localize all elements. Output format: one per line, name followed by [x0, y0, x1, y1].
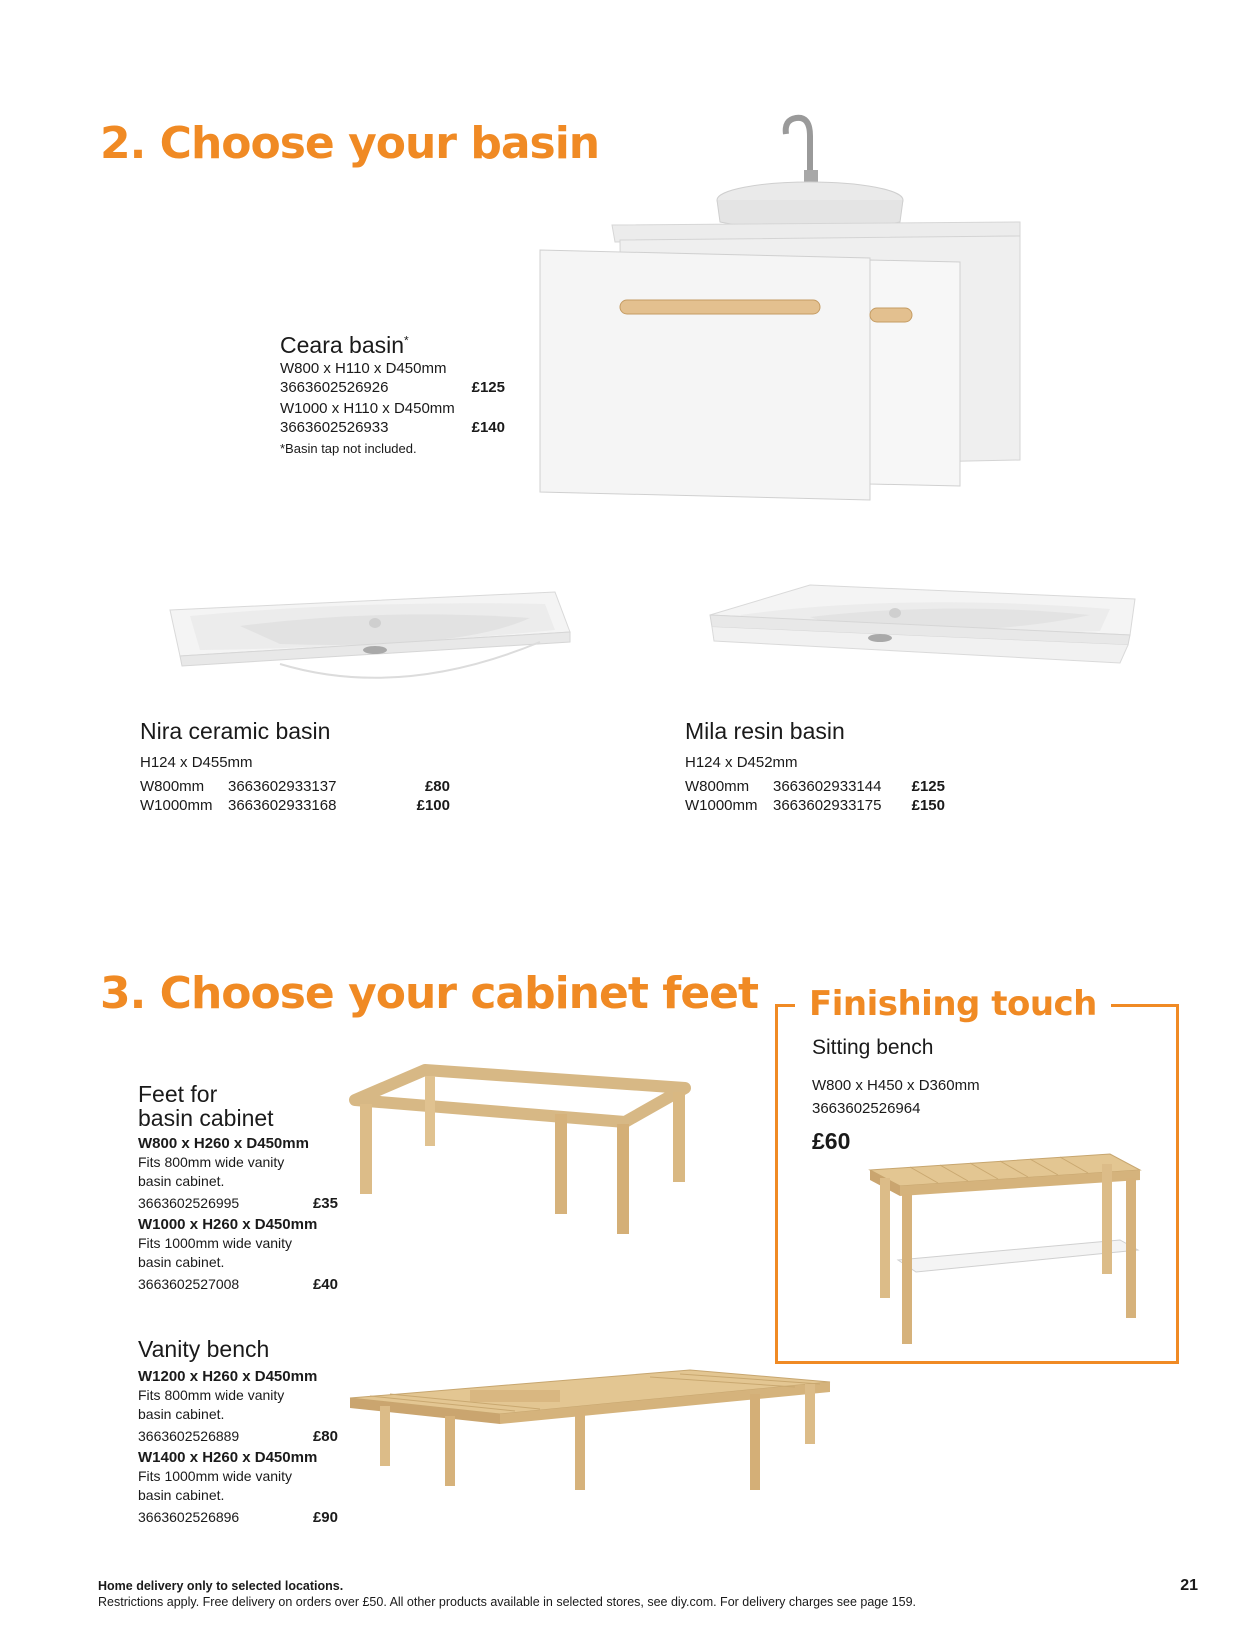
vanity-size-1: W1200 x H260 x D450mm [138, 1368, 318, 1385]
feet-row-2: 3663602527008 £40 [138, 1276, 338, 1293]
section-3-title: 3. Choose your cabinet feet [100, 968, 759, 1019]
vanity-fit-2b: basin cabinet. [138, 1487, 225, 1503]
nira-row-2: W1000mm 3663602933168 £100 [140, 797, 450, 814]
nira-dims: H124 x D455mm [140, 754, 253, 771]
nira-basin-info [140, 718, 450, 816]
vanity-bench-image [350, 1370, 830, 1520]
vanity-fit-1a: Fits 800mm wide vanity [138, 1387, 285, 1403]
feet-fit-1a: Fits 800mm wide vanity [138, 1154, 285, 1170]
nira-basin-image [160, 580, 580, 705]
nira-basin-name: Nira ceramic basin [140, 718, 331, 744]
ceara-basin-info [280, 332, 505, 456]
vanity-fit-2a: Fits 1000mm wide vanity [138, 1468, 293, 1484]
vanity-fit-1b: basin cabinet. [138, 1406, 225, 1422]
sitting-bench-size: W800 x H450 x D360mm [812, 1077, 980, 1094]
vanity-bench-name: Vanity bench [138, 1336, 270, 1362]
mila-basin-name: Mila resin basin [685, 718, 845, 744]
feet-frame-image [355, 1070, 685, 1250]
feet-info [138, 1082, 338, 1296]
sitting-bench-image [870, 1150, 1150, 1350]
mila-dims: H124 x D452mm [685, 754, 798, 771]
ceara-row-1 [280, 378, 505, 397]
section-2-title: 2. Choose your basin [100, 118, 600, 169]
ceara-basin-name: Ceara basin* [280, 332, 409, 358]
ceara-size-1: W800 x H110 x D450mm [280, 360, 447, 377]
feet-size-1: W800 x H260 x D450mm [138, 1135, 309, 1152]
mila-basin-image [700, 575, 1140, 685]
mila-row-2: W1000mm 3663602933175 £150 [685, 797, 945, 814]
vanity-size-2: W1400 x H260 x D450mm [138, 1449, 318, 1466]
sitting-bench-price: £60 [812, 1128, 851, 1154]
ceara-row-2 [280, 418, 505, 437]
ceara-vanity-unit-image [540, 110, 1070, 510]
mila-row-1: W800mm 3663602933144 £125 [685, 778, 945, 795]
feet-fit-2a: Fits 1000mm wide vanity [138, 1235, 293, 1251]
feet-fit-2b: basin cabinet. [138, 1254, 225, 1270]
vanity-bench-info [138, 1336, 338, 1529]
ceara-price-2: £140 [471, 419, 505, 436]
footer-line-2: Restrictions apply. Free delivery on orders over £50. All other products available in selected stores, see diy.com. For delivery charges see page 159. [98, 1595, 917, 1609]
ceara-price-1: £125 [471, 379, 505, 396]
ceara-size-2: W1000 x H110 x D450mm [280, 400, 455, 417]
vanity-row-1: 3663602526889 £80 [138, 1428, 338, 1445]
sitting-bench-info [812, 1036, 1012, 1155]
nira-row-1: W800mm 3663602933137 £80 [140, 778, 450, 795]
finishing-touch-title: Finishing touch [809, 984, 1097, 1024]
ceara-note: *Basin tap not included. [280, 441, 417, 456]
footer-note [98, 1578, 916, 1610]
mila-basin-info [685, 718, 945, 816]
feet-name: Feet for basin cabinet [138, 1081, 274, 1131]
page-number: 21 [1180, 1577, 1198, 1594]
sitting-bench-code: 3663602526964 [812, 1100, 921, 1117]
finishing-touch-title-wrap [795, 984, 1111, 1028]
feet-size-2: W1000 x H260 x D450mm [138, 1216, 318, 1233]
feet-row-1: 3663602526995 £35 [138, 1195, 338, 1212]
ceara-code-1: 3663602526926 [280, 379, 389, 396]
sitting-bench-name: Sitting bench [812, 1036, 934, 1059]
feet-fit-1b: basin cabinet. [138, 1173, 225, 1189]
footer-line-1: Home delivery only to selected locations. [98, 1579, 344, 1593]
ceara-code-2: 3663602526933 [280, 419, 389, 436]
vanity-row-2: 3663602526896 £90 [138, 1509, 338, 1526]
